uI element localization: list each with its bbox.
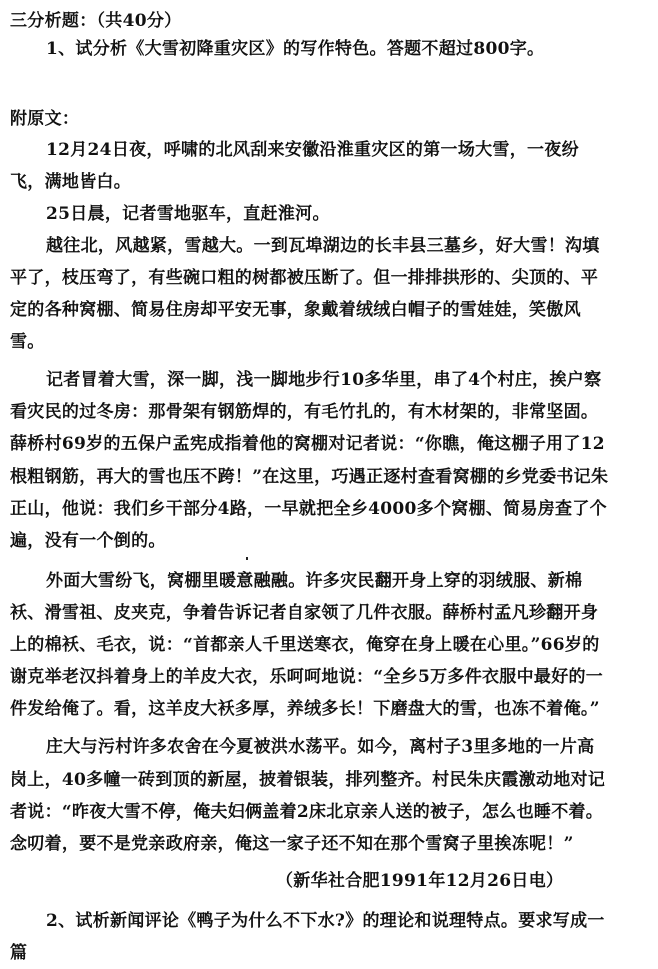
article-line: 岗上，40多幢一砖到顶的新屋，披着银装，排列整齐。村民朱庆霞激动地对记 [10, 770, 606, 790]
article-line: 25日晨，记者雪地驱车，直赶淮河。 [46, 204, 330, 224]
article-line: 飞，满地皆白。 [10, 172, 132, 192]
article-line: 平了，枝压弯了，有些碗口粗的树都被压断了。但一排排拱形的、尖顶的、平 [10, 268, 599, 288]
question-2-line-1: 2、试析新闻评论《鸭子为什么不下水?》的理论和说理特点。要求写成一 [46, 911, 605, 931]
article-line: 薛桥村69岁的五保户孟宪成指着他的窝棚对记者说：“你瞧，俺这棚子用了12 [10, 434, 605, 454]
article-line: 外面大雪纷飞，窝棚里暖意融融。许多灾民翻开身上穿的羽绒服、新棉 [46, 571, 583, 591]
article-line: 越往北，风越紧，雪越大。一到瓦埠湖边的长丰县三墓乡，好大雪！沟填 [46, 236, 600, 256]
appendix-label: 附原文： [10, 109, 80, 129]
article-line: 遍，没有一个倒的。 [10, 531, 166, 551]
scan-speck [246, 557, 248, 560]
article-line: 袄、滑雪祖、皮夹克，争着告诉记者自家领了几件衣服。薛桥村孟凡珍翻开身 [10, 603, 599, 623]
article-line: 念叨着，要不是党亲政府亲，俺这一家子还不知在那个雪窝子里挨冻呢！” [10, 834, 574, 854]
article-line: 正山，他说：我们乡干部分4路，一早就把全乡4000多个窝棚、简易房查了个 [10, 499, 607, 519]
article-line: 上的棉袄、毛衣，说：“首都亲人千里送寒衣，俺穿在身上暖在心里。”66岁的 [10, 635, 600, 655]
article-line: 雪。 [10, 332, 45, 352]
article-line: 12月24日夜，呼啸的北风刮来安徽沿淮重灾区的第一场大雪，一夜纷 [46, 140, 579, 160]
article-line: 件发给俺了。看，这羊皮大袄多厚，养绒多长！下磨盘大的雪，也冻不着俺。” [10, 699, 600, 719]
article-line: 庄大与污村许多农舍在今夏被洪水荡平。如今，离村子3里多地的一片高 [46, 737, 595, 757]
section-title: 三分析题：（共40分） [10, 11, 182, 31]
article-line: 根粗钢筋，再大的雪也压不跨！”在这里，巧遇正逐村查看窝棚的乡党委书记朱 [10, 467, 609, 487]
article-line: 定的各种窝棚、简易住房却平安无事，象戴着绒绒白帽子的雪娃娃，笑傲风 [10, 300, 581, 320]
article-line: 谢克举老汉抖着身上的羊皮大衣，乐呵呵地说：“全乡5万多件衣服中最好的一 [10, 667, 604, 687]
question-2-line-2: 篇 [10, 943, 28, 963]
article-line: 看灾民的过冬房：那骨架有钢筋焊的，有毛竹扎的，有木材架的，非常坚固。 [10, 402, 599, 422]
question-1: 1、试分析《大雪初降重灾区》的写作特色。答题不超过800字。 [46, 39, 545, 59]
article-dateline: （新华社合肥1991年12月26日电） [276, 871, 564, 891]
article-line: 者说：“昨夜大雪不停，俺夫妇俩盖着2床北京亲人送的被子，怎么也睡不着。 [10, 802, 604, 822]
article-line: 记者冒着大雪，深一脚，浅一脚地步行10多华里，串了4个村庄，挨户察 [46, 370, 602, 390]
